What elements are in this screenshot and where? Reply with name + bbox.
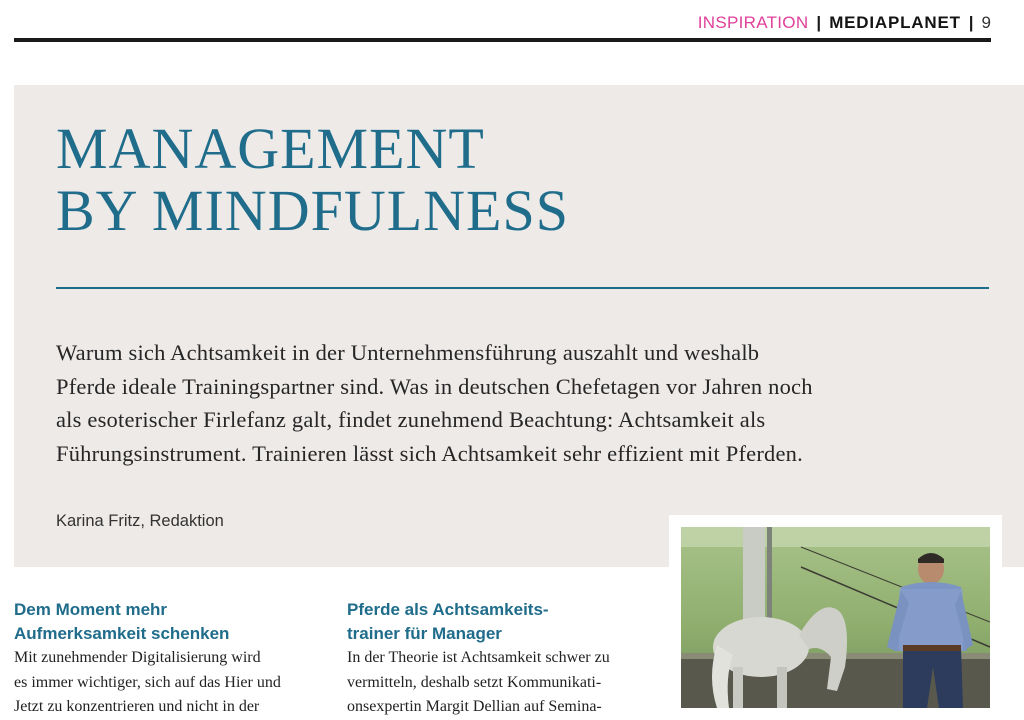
column-body — [347, 646, 659, 720]
header-separator: | — [968, 13, 974, 32]
article-lead — [56, 336, 956, 470]
heading-line: trainer für Manager — [347, 624, 502, 643]
body-line: es immer wichtiger, sich auf das Hier und — [14, 673, 281, 691]
body-line: In der Theorie ist Achtsamkeit schwer zu — [347, 649, 610, 666]
lead-line: Pferde ideale Trainingspartner sind. Was in deutschen Chefetagen vor Jahren noch — [56, 373, 813, 399]
heading-line: Aufmerksamkeit schenken — [14, 624, 230, 643]
lead-line: als esoterischer Firlefanz galt, findet zunehmend Beachtung: Achtsamkeit als — [56, 407, 766, 432]
section-label: INSPIRATION — [697, 13, 809, 32]
body-line: Mit zunehmender Digitalisierung wird — [14, 649, 261, 666]
page-header — [698, 12, 991, 34]
byline: Karina Fritz, Redaktion — [56, 512, 224, 530]
column-body — [14, 646, 326, 720]
body-line: Jetzt zu konzentrieren und nicht in der — [14, 698, 260, 715]
title-rule — [56, 287, 989, 289]
brand-name: MEDIAPLANET — [829, 13, 961, 32]
article-column-2 — [347, 598, 659, 720]
photo-illustration — [681, 527, 990, 708]
column-heading — [347, 598, 659, 646]
body-line: vermitteln, deshalb setzt Kommunikati- — [347, 673, 602, 691]
body-line: onsexpertin Margit Dellian auf Semina- — [347, 698, 602, 715]
article-title — [56, 118, 569, 242]
title-line: MANAGEMENT — [56, 116, 485, 181]
article-column-1 — [14, 598, 326, 720]
title-line: BY MINDFULNESS — [56, 178, 569, 243]
lead-line: Führungsinstrument. Trainieren lässt sich Achtsamkeit sehr effizient mit Pferden. — [56, 440, 803, 466]
heading-line: Dem Moment mehr — [14, 600, 168, 619]
header-rule — [14, 38, 991, 42]
lead-line: Warum sich Achtsamkeit in der Unternehmensführung auszahlt und weshalb — [56, 340, 760, 365]
heading-line: Pferde als Achtsamkeits- — [347, 600, 549, 619]
page-number: 9 — [981, 13, 991, 32]
column-heading — [14, 598, 326, 646]
header-separator: | — [816, 13, 822, 32]
horse-and-man-photo — [681, 527, 990, 708]
